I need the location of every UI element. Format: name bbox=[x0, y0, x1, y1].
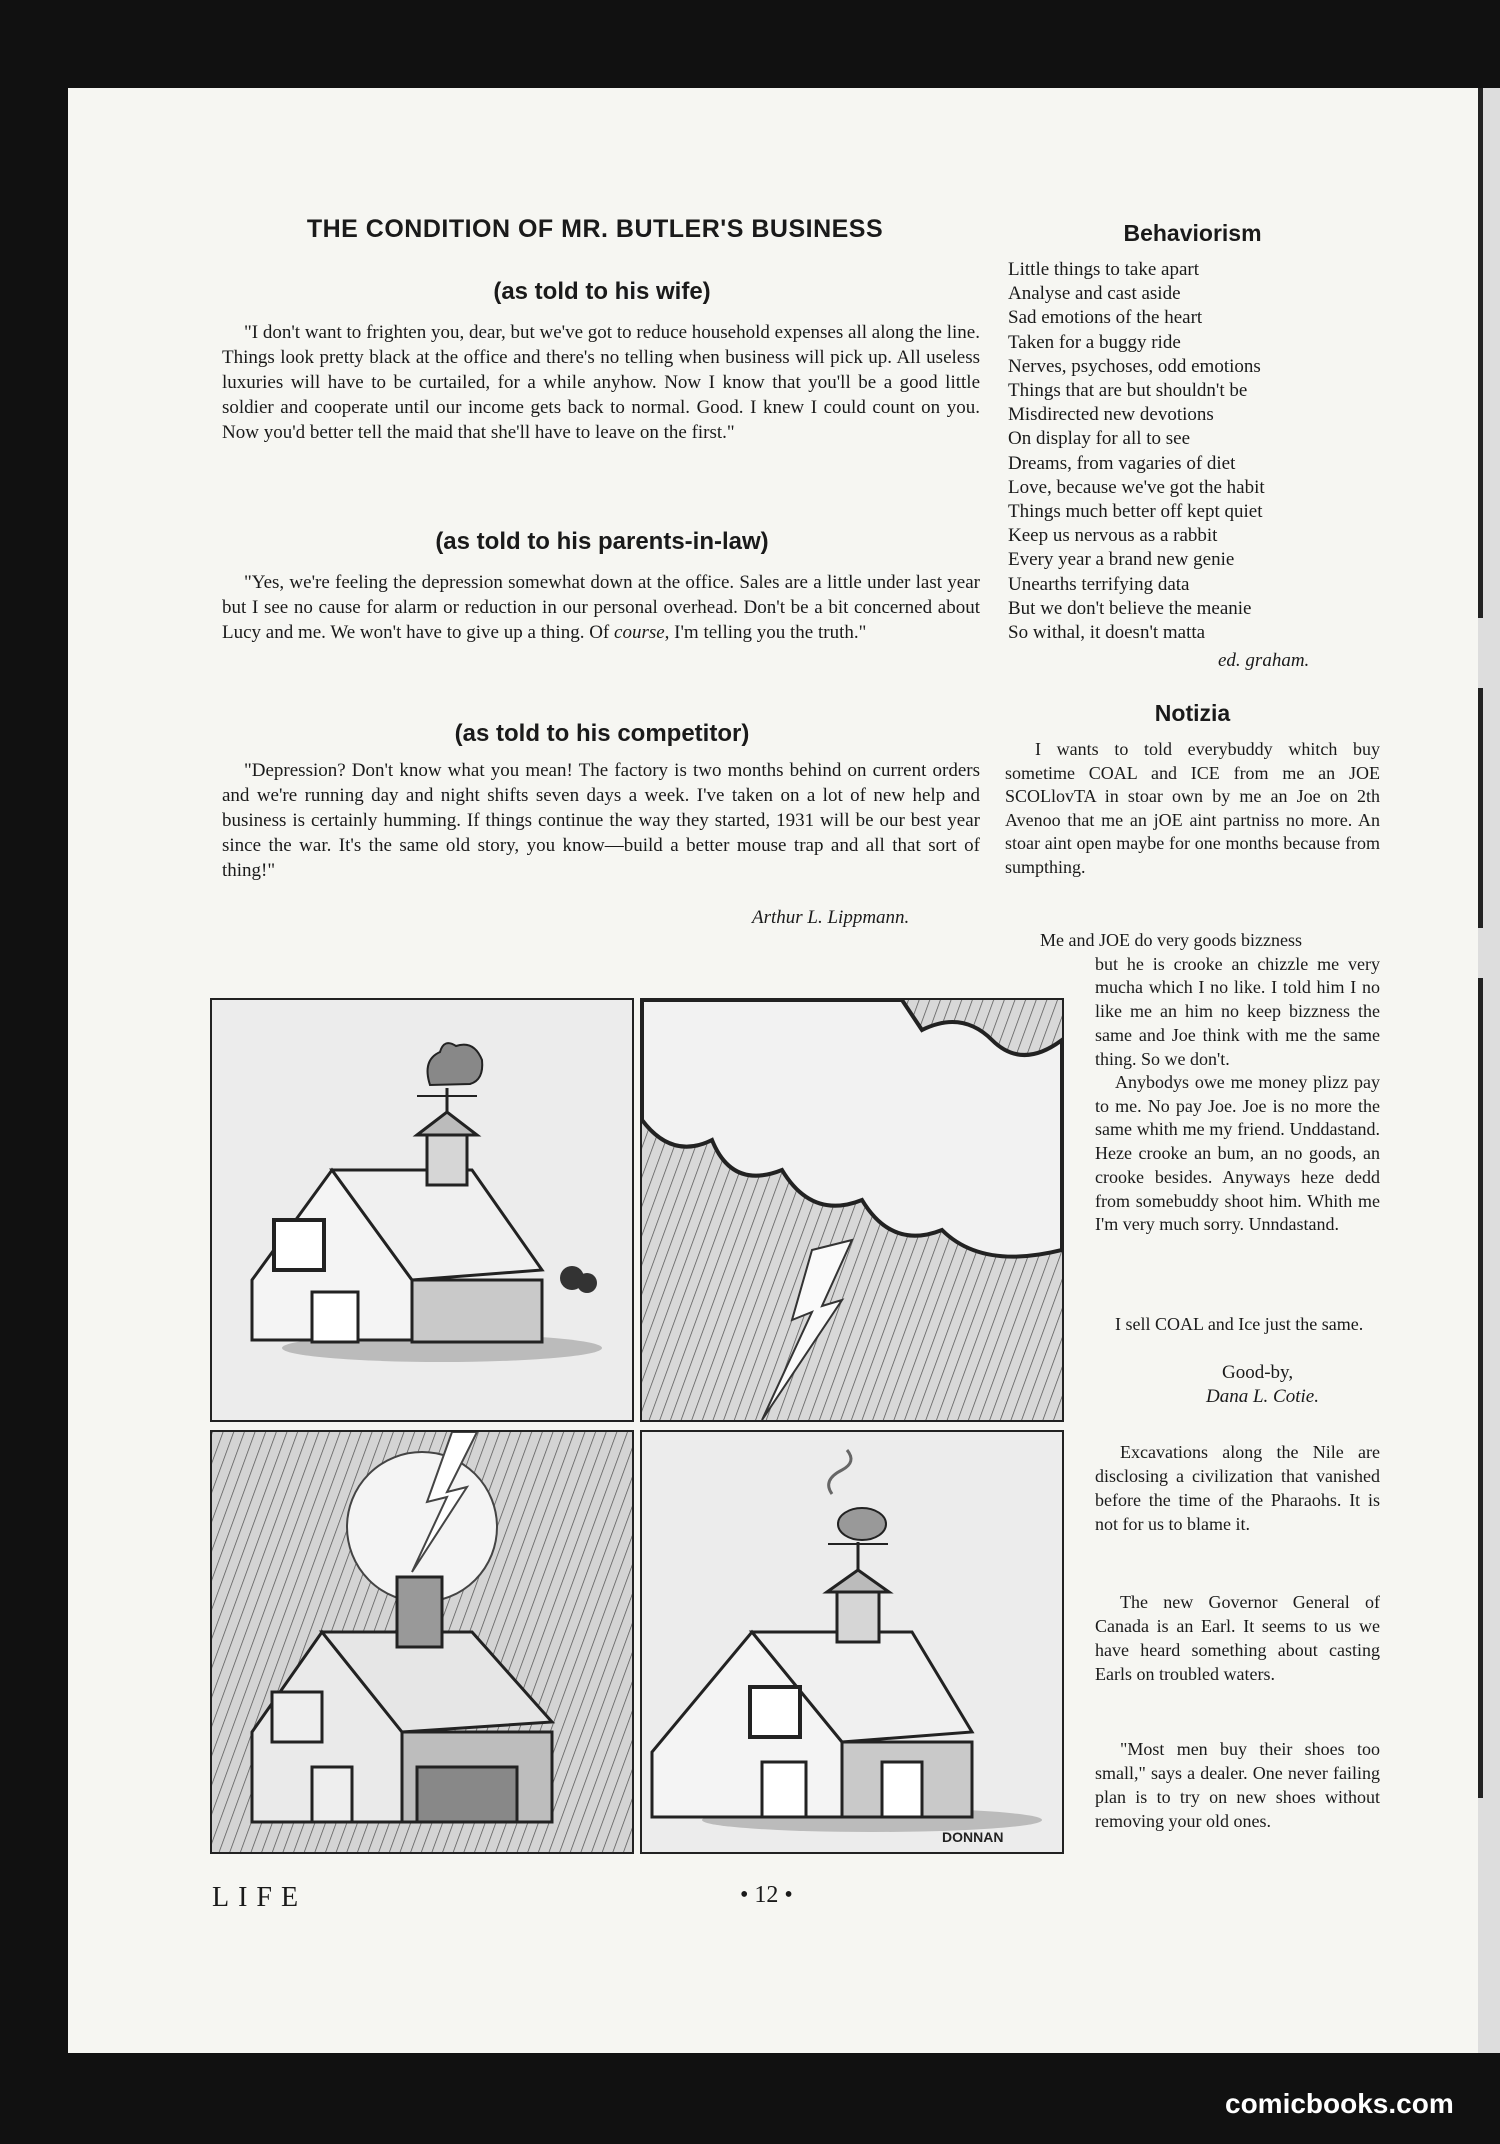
cartoon-panel-4-cooked-rooster bbox=[640, 1430, 1064, 1854]
notizia-paragraph-1: I wants to told everybuddy whitch buy sometime COAL and ICE from me an JOE SCOLlovTA in stoar own by me an Joe on 2th Avenoo that me an jOE aint partniss no more. An stoar aint open maybe for one months because from sumpthing. bbox=[1005, 739, 1380, 877]
section-heading-competitor: (as told to his competitor) bbox=[454, 720, 750, 747]
poem-line: Nerves, psychoses, odd emotions bbox=[1008, 355, 1261, 377]
poem-line: Keep us nervous as a rabbit bbox=[1008, 525, 1218, 547]
section-heading-wife: (as told to his wife) bbox=[493, 278, 711, 305]
poem-line: Every year a brand new genie bbox=[1008, 549, 1235, 571]
poem-line: But we don't believe the meanie bbox=[1008, 597, 1252, 619]
article-signature: Arthur L. Lippmann. bbox=[752, 907, 910, 928]
section-heading-parents-in-law: (as told to his parents-in-law) bbox=[435, 528, 769, 555]
cartoon-panel-1-house-weathervane bbox=[210, 998, 634, 1422]
house-with-roasted-chicken-illustration bbox=[642, 1432, 1062, 1852]
cartoon-panel-3-lightning-strike bbox=[210, 1430, 634, 1854]
behaviorism-signature: ed. graham. bbox=[1218, 650, 1310, 671]
storm-cloud-lightning-illustration bbox=[642, 1000, 1062, 1420]
poem-line: Dreams, from vagaries of diet bbox=[1008, 452, 1236, 474]
house-with-rooster-illustration bbox=[212, 1000, 632, 1420]
poem-line: So withal, it doesn't matta bbox=[1008, 622, 1206, 644]
poem-line: Analyse and cast aside bbox=[1008, 283, 1181, 305]
poem-line: Little things to take apart bbox=[1008, 259, 1200, 280]
poem-line: Unearths terrifying data bbox=[1008, 573, 1190, 595]
poem-line: On display for all to see bbox=[1008, 428, 1191, 450]
notizia-paragraph-2: Me and JOE do very goods bizzness but he is crooke an chizzle me very mucha which I no like. I told him I no like me an him no keep bizzness the same and Joe think with me the same thing. So we don't. bbox=[1040, 930, 1380, 1069]
poem-line: Things that are but shouldn't be bbox=[1008, 380, 1248, 402]
notizia-signature: Dana L. Cotie. bbox=[1206, 1386, 1319, 1407]
poem-line: Love, because we've got the habit bbox=[1008, 476, 1265, 498]
next-page-edge bbox=[1478, 88, 1500, 2053]
cartoon-panel-2-storm-cloud bbox=[640, 998, 1064, 1422]
artist-signature: DONNAN bbox=[942, 1829, 1004, 1845]
behaviorism-poem bbox=[1008, 258, 1388, 645]
section-text-wife: "I don't want to frighten you, dear, but we've got to reduce household expenses all along the line. Things look pretty black at the office and there's no telling when business will pick up. All useless luxuries will have to be curtailed, for a while anyhow. Now I know that you'll be a good little soldier and cooperate until our income gets back to normal. Good. I knew I could count on you. Now you'd better tell the maid that she'll have to leave on the first." bbox=[222, 322, 980, 443]
poem-line: Taken for a buggy ride bbox=[1008, 331, 1181, 353]
page-number: • 12 • bbox=[740, 1882, 793, 1908]
behaviorism-title: Behaviorism bbox=[1123, 220, 1262, 246]
filler-shoes: "Most men buy their shoes too small," says a dealer. One never failing plan is to try on new shoes without removing your old ones. bbox=[1095, 1739, 1380, 1831]
notizia-paragraph-3: Anybodys owe me money plizz pay to me. No pay Joe. Joe is no more the same whith me my friend. Unddastand. Heze crooke an bum, an no goods, an crooke besides. Anyways heze dedd from somebuddy shoot him. Whith me I'm very much sorry. Unndastand. bbox=[1095, 1072, 1380, 1235]
notizia-closing: Good-by, bbox=[1222, 1362, 1294, 1383]
house-struck-by-lightning-illustration bbox=[212, 1432, 632, 1852]
watermark: comicbooks.com bbox=[1225, 2088, 1454, 2119]
notizia-paragraph-4: I sell COAL and Ice just the same. bbox=[1115, 1314, 1364, 1334]
notizia-title: Notizia bbox=[1154, 700, 1231, 726]
article-title: THE CONDITION OF MR. BUTLER'S BUSINESS bbox=[306, 215, 884, 243]
poem-line: Sad emotions of the heart bbox=[1008, 307, 1203, 329]
filler-governor: The new Governor General of Canada is an Earl. It seems to us we have heard something about casting Earls on troubled waters. bbox=[1095, 1592, 1380, 1684]
magazine-name: LIFE bbox=[212, 1882, 308, 1913]
filler-nile: Excavations along the Nile are disclosing a civilization that vanished before the time of the Pharaohs. It is not for us to blame it. bbox=[1095, 1442, 1380, 1534]
poem-line: Misdirected new devotions bbox=[1008, 404, 1214, 426]
poem-line: Things much better off kept quiet bbox=[1008, 501, 1263, 523]
section-text-competitor: "Depression? Don't know what you mean! The factory is two months behind on current orders and we're running day and night shifts seven days a week. I've taken on a lot of new help and business is certainly humming. If things continue the way they started, 1931 will be our best year since the war. It's the same old story, you know—build a better mouse trap and all that sort of thing!" bbox=[222, 760, 980, 881]
section-text-parents-in-law: "Yes, we're feeling the depression somewhat down at the office. Sales are a little under last year but I see no cause for alarm or reduction in our personal overhead. Don't be a bit concerned about Lucy and me. We won't have to give up a thing. Of course, I'm telling you the truth." bbox=[222, 572, 980, 643]
